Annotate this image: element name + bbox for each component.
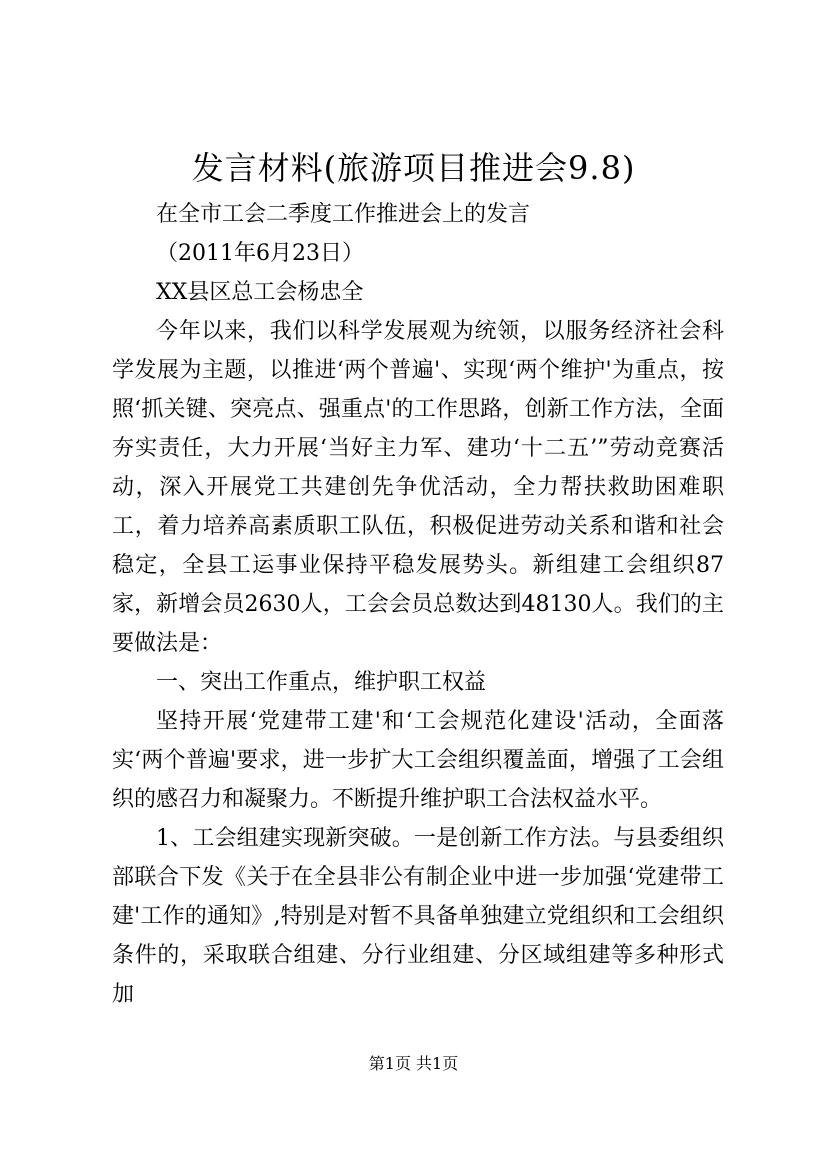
body-paragraph: 坚持开展‘党建带工建'和‘工会规范化建设'活动，全面落实‘两个普遍'要求，进一步扩大工会组织覆盖面，增强了工会组织的感召力和凝聚力。不断提升维护职工合法权益水平。 — [112, 709, 724, 812]
section-heading: 一、突出工作重点，维护职工权益 — [156, 670, 487, 695]
intro-paragraph: 今年以来，我们以科学发展观为统领，以服务经济社会科学发展为主题，以推进‘两个普遍'、实现‘两个维护'为重点，按照‘抓关键、突亮点、强重点'的工作思路，创新工作方法，全面夯实责任，大力开展‘当好主力军、建功‘十二五’”劳动竞赛活动，深入开展党工共建创先争优活动，全力帮扶救助困难职工，着力培养高素质职工队伍，积极促进劳动关系和谐和社会稳定，全县工运事业保持平稳发展势头。新组建工会组织87家，新增会员2630人，工会会员总数达到48130人。我们的主要做法是： — [112, 319, 724, 656]
document-title: 发言材料(旅游项目推进会9.8) — [191, 149, 636, 187]
author-paragraph: XX县区总工会杨忠全 — [156, 280, 364, 305]
body-paragraph: 1、工会组建实现新突破。一是创新工作方法。与县委组织部联合下发《关于在全县非公有制企业中进一步加强‘党建带工建'工作的通知》,特别是对暂不具备单独建立党组织和工会组织条件的，采取联合组建、分行业组建、分区域组建等多种形式加 — [112, 826, 724, 1007]
date-paragraph: （2011年6月23日） — [156, 241, 364, 266]
document-body — [112, 195, 724, 1014]
page-footer: 第1页 共1页 — [368, 1054, 459, 1073]
subtitle-paragraph: 在全市工会二季度工作推进会上的发言 — [156, 202, 531, 227]
